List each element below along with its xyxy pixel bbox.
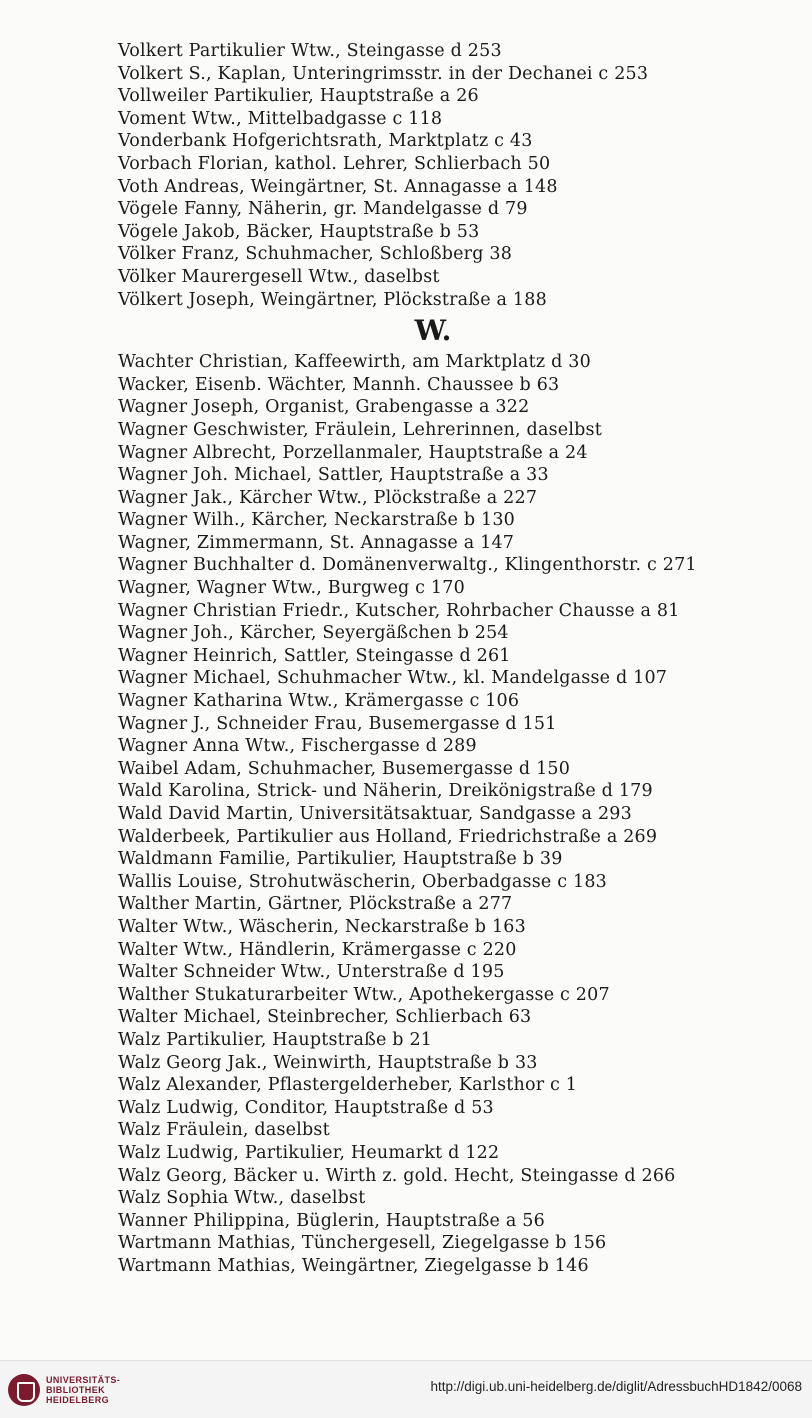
entries-w-section [118,351,788,1277]
directory-entry: Völker Maurergesell Wtw., daselbst [118,266,440,287]
directory-entry: Volkert Partikulier Wtw., Steingasse d 253 [118,41,502,61]
directory-entry: Wagner, Wagner Wtw., Burgweg c 170 [118,578,465,599]
directory-entry: Voth Andreas, Weingärtner, St. Annagasse a 148 [118,176,558,197]
directory-entry: Voment Wtw., Mittelbadgasse c 118 [118,108,443,129]
directory-entry: Walderbeek, Partikulier aus Holland, Friedrichstraße a 269 [118,826,658,847]
directory-entry: Walther Martin, Gärtner, Plöckstraße a 277 [118,894,513,915]
directory-entry: Walz Georg, Bäcker u. Wirth z. gold. Hecht, Steingasse d 266 [118,1165,676,1186]
directory-entry: Wartmann Mathias, Tünchergesell, Ziegelgasse b 156 [118,1233,607,1254]
logo-text [46,1375,120,1405]
directory-entry: Vögele Fanny, Näherin, gr. Mandelgasse d 79 [118,199,528,220]
directory-entry: Wagner Christian Friedr., Kutscher, Rohrbacher Chausse a 81 [118,600,680,621]
directory-entry: Walz Georg Jak., Weinwirth, Hauptstraße b 33 [118,1052,538,1073]
directory-entry: Wagner Katharina Wtw., Krämergasse c 106 [118,691,520,712]
directory-entry: Wagner Geschwister, Fräulein, Lehrerinnen, daselbst [118,419,602,440]
directory-entry: Wallis Louise, Strohutwäscherin, Oberbadgasse c 183 [118,871,607,892]
directory-entry: Wagner Michael, Schuhmacher Wtw., kl. Mandelgasse d 107 [118,668,668,689]
directory-entry: Wachter Christian, Kaffeewirth, am Marktplatz d 30 [118,352,591,373]
directory-entry: Vonderbank Hofgerichtsrath, Marktplatz c 43 [118,131,533,152]
directory-entry: Walz Alexander, Pflastergelderheber, Karlsthor c 1 [118,1075,578,1096]
directory-entry: Wacker, Eisenb. Wächter, Mannh. Chaussee b 63 [118,374,560,395]
directory-entry: Walther Stukaturarbeiter Wtw., Apothekergasse c 207 [118,984,610,1005]
directory-entry: Vollweiler Partikulier, Hauptstraße a 26 [118,86,479,107]
directory-entry: Wagner Jak., Kärcher Wtw., Plöckstraße a 227 [118,487,538,508]
logo-line-2: BIBLIOTHEK [46,1385,105,1395]
directory-entry: Wagner Joh. Michael, Sattler, Hauptstraße a 33 [118,465,549,486]
logo-line-1: UNIVERSITÄTS- [46,1375,121,1385]
directory-entry: Vögele Jakob, Bäcker, Hauptstraße b 53 [118,221,480,242]
directory-entry: Wagner Albrecht, Porzellanmaler, Hauptstraße a 24 [118,442,588,463]
directory-entry: Wagner, Zimmermann, St. Annagasse a 147 [118,532,515,553]
directory-entry: Wald David Martin, Universitätsaktuar, Sandgasse a 293 [118,804,632,824]
directory-entry: Wagner Heinrich, Sattler, Steingasse d 261 [118,645,511,666]
directory-entry: Wagner Wilh., Kärcher, Neckarstraße b 130 [118,510,516,531]
section-heading: W. [414,314,452,348]
directory-entry: Wagner J., Schneider Frau, Busemergasse d 151 [118,713,557,734]
entries-v-section [118,40,788,311]
logo-line-3: HEIDELBERG [46,1395,110,1405]
directory-entry: Walz Ludwig, Conditor, Hauptstraße d 53 [118,1097,494,1118]
directory-entry: Völker Franz, Schuhmacher, Schloßberg 38 [118,244,513,265]
directory-entry: Walter Michael, Steinbrecher, Schlierbach 63 [118,1007,532,1028]
permalink-url[interactable]: http://digi.ub.uni-heidelberg.de/diglit/AdressbuchHD1842/0068 [430,1379,802,1394]
directory-entry: Walter Wtw., Wäscherin, Neckarstraße b 163 [118,916,526,937]
directory-entry: Walz Ludwig, Partikulier, Heumarkt d 122 [118,1142,500,1163]
directory-entry: Walz Sophia Wtw., daselbst [118,1188,366,1209]
directory-entry: Wagner Joh., Kärcher, Seyergäßchen b 254 [118,623,509,644]
directory-entry: Wanner Philippina, Büglerin, Hauptstraße a 56 [118,1210,545,1231]
university-seal-icon [8,1374,40,1406]
directory-entry: Wald Karolina, Strick- und Näherin, Dreikönigstraße d 179 [118,781,653,802]
directory-entry: Walter Schneider Wtw., Unterstraße d 195 [118,962,505,983]
directory-entry: Wagner Joseph, Organist, Grabengasse a 322 [118,397,530,418]
directory-entry: Walz Partikulier, Hauptstraße b 21 [118,1029,433,1050]
directory-entry: Völkert Joseph, Weingärtner, Plöckstraße a 188 [118,289,547,310]
footer-bar [0,1360,812,1418]
directory-entry: Wagner Anna Wtw., Fischergasse d 289 [118,736,477,757]
directory-entry: Wagner Buchhalter d. Domänenverwaltg., Klingenthorstr. c 271 [118,555,697,576]
directory-entry: Waibel Adam, Schuhmacher, Busemergasse d 150 [118,758,571,779]
directory-entry: Volkert S., Kaplan, Unteringrimsstr. in der Dechanei c 253 [118,63,649,84]
library-logo [8,1371,120,1409]
directory-entry: Vorbach Florian, kathol. Lehrer, Schlierbach 50 [118,153,551,174]
directory-entry: Wartmann Mathias, Weingärtner, Ziegelgasse b 146 [118,1255,589,1276]
directory-entry: Walz Fräulein, daselbst [118,1120,330,1141]
directory-entries [118,40,788,1277]
directory-entry: Walter Wtw., Händlerin, Krämergasse c 220 [118,939,517,960]
directory-entry: Waldmann Familie, Partikulier, Hauptstraße b 39 [118,849,563,870]
